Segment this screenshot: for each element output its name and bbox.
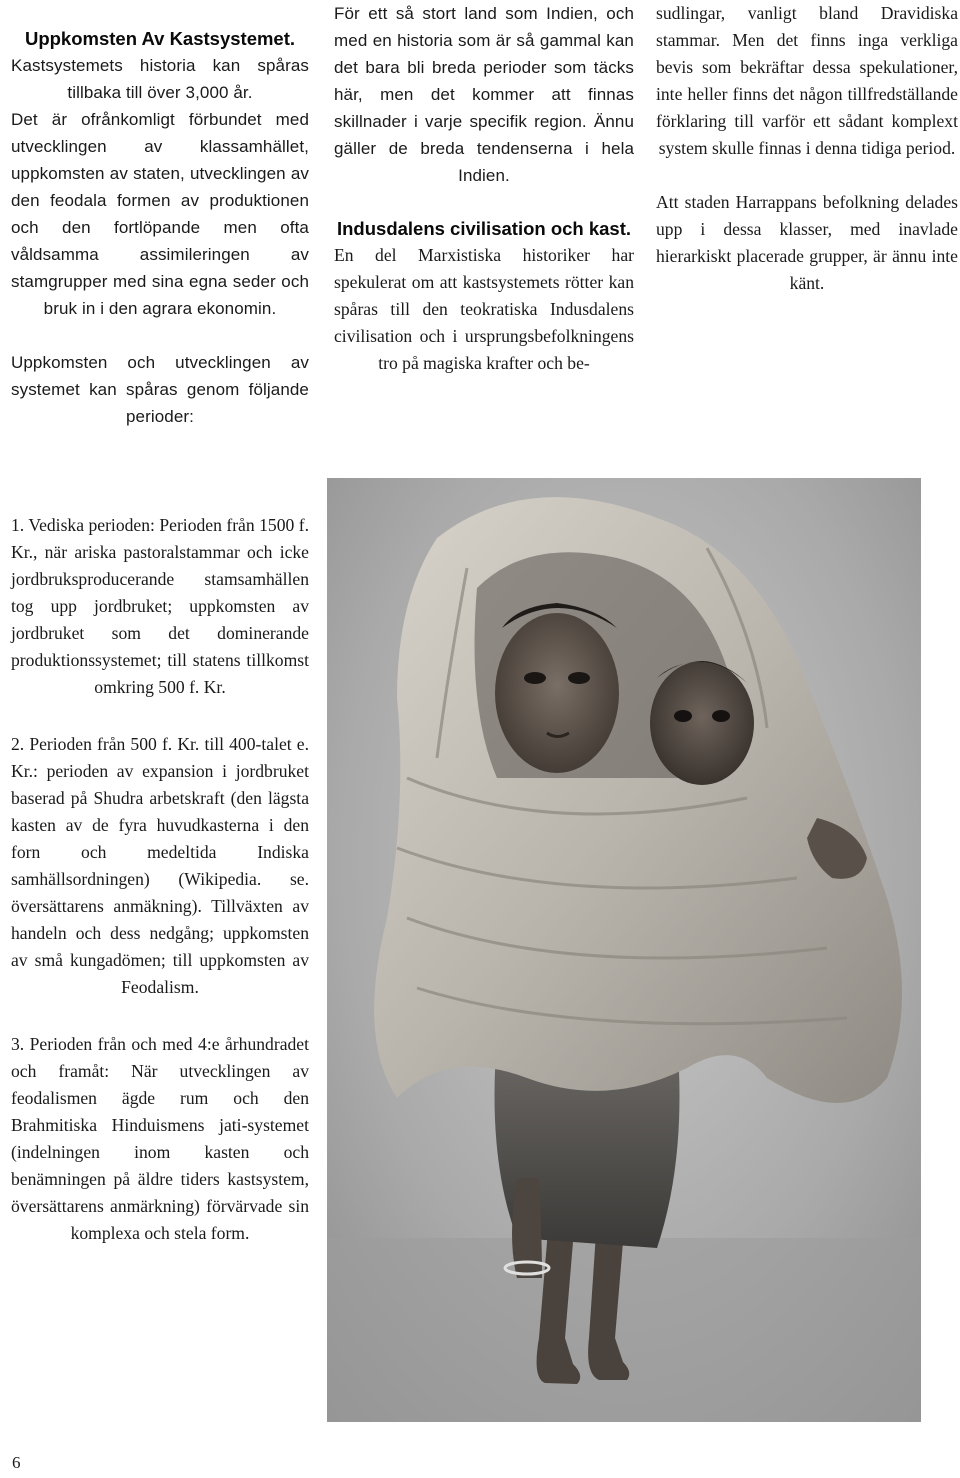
paragraph-history-intro: Kastsystemets historia kan spåras tillbaka till över 3,000 år. [11,56,309,102]
period-item-2: 2. Perioden från 500 f. Kr. till 400-talet e. Kr.: perioden av expansion i jordbruket baserad på Shudra arbetskraft (den lägsta kasten av de fyra huvudkasterna i den forn och medeltida Indiska samhällsordningen) (Wikipedia. se. översättarens anmäkning). Tillväxten av handeln och dess nedgång; uppkomsten av små kungadömen; till uppkomsten av Feodalism. [11,734,309,997]
section-heading-indus: Indusdalens civilisation och kast. [336,218,632,239]
page-number: 6 [12,1453,21,1472]
paragraph-broad-periods: För ett så stort land som Indien, och med en historia som är så gammal kan det bara bli breda perioder som täcks här, men det kommer att finnas skillnader i varje specifik region. Ännu gäller de breda tendenserna i hela Indien. [334,4,634,185]
child-face [650,661,754,785]
column-2 [334,0,634,377]
period-item-3: 3. Perioden från och med 4:e århundradet och framåt: När utvecklingen av feodalismen ägde rum och den Brahmitiska Hinduismens jati-systemet (indelningen inom kasten och benämningen på äldre tiders kastsystem, översättarens anmärkning) förvärvade sin komplexa och stela form. [11,1034,309,1243]
paragraph-periods-intro: Uppkomsten och utvecklingen av systemet kan spåras genom följande perioder: [11,353,309,426]
photograph-two-children [327,478,921,1422]
girl-face [495,613,619,773]
column-1-top [11,26,309,430]
paragraph-class-society: Det är ofrånkomligt förbundet med utvecklingen av klassamhället, uppkomsten av staten, utvecklingen av den feodala formen av produktionen och den fortlöpande men ofta våldsamma assimileringen av stamgrupper med sina egna seder och bruk in i den agrara ekonomin. [11,110,309,318]
paragraph-dravidian: sudlingar, vanligt bland Dravidiska stammar. Men det finns inga verkliga bevis som bekräftar dessa spekulationer, inte heller finns det någon tillfredställande förklaring till varför ett sådant komplext system skulle finnas i denna tidiga period. [656,3,958,158]
paragraph-harappa: Att staden Harrappans befolkning delades upp i dessa klasser, med inavlade hierarkiskt placerade grupper, är ännu inte känt. [656,192,958,293]
periods-list [11,512,309,1247]
section-title: Uppkomsten Av Kastsystemet. [24,28,296,49]
column-3 [656,0,958,297]
paragraph-marxist-historians: En del Marxistiska historiker har spekulerat om att kastsystemets rötter kan spåras till den teokratiska Indusdalens civilisation och i ursprungsbefolkningens tro på magiska krafter och be- [334,245,634,373]
period-item-1: 1. Vediska perioden: Perioden från 1500 f. Kr., när ariska pastoralstammar och icke jordbruksproducerande stamsamhällen tog upp jordbruket; uppkomsten av jordbruket som det dominerande produktionssystemet; till statens tillkomst omkring 500 f. Kr. [11,515,309,697]
